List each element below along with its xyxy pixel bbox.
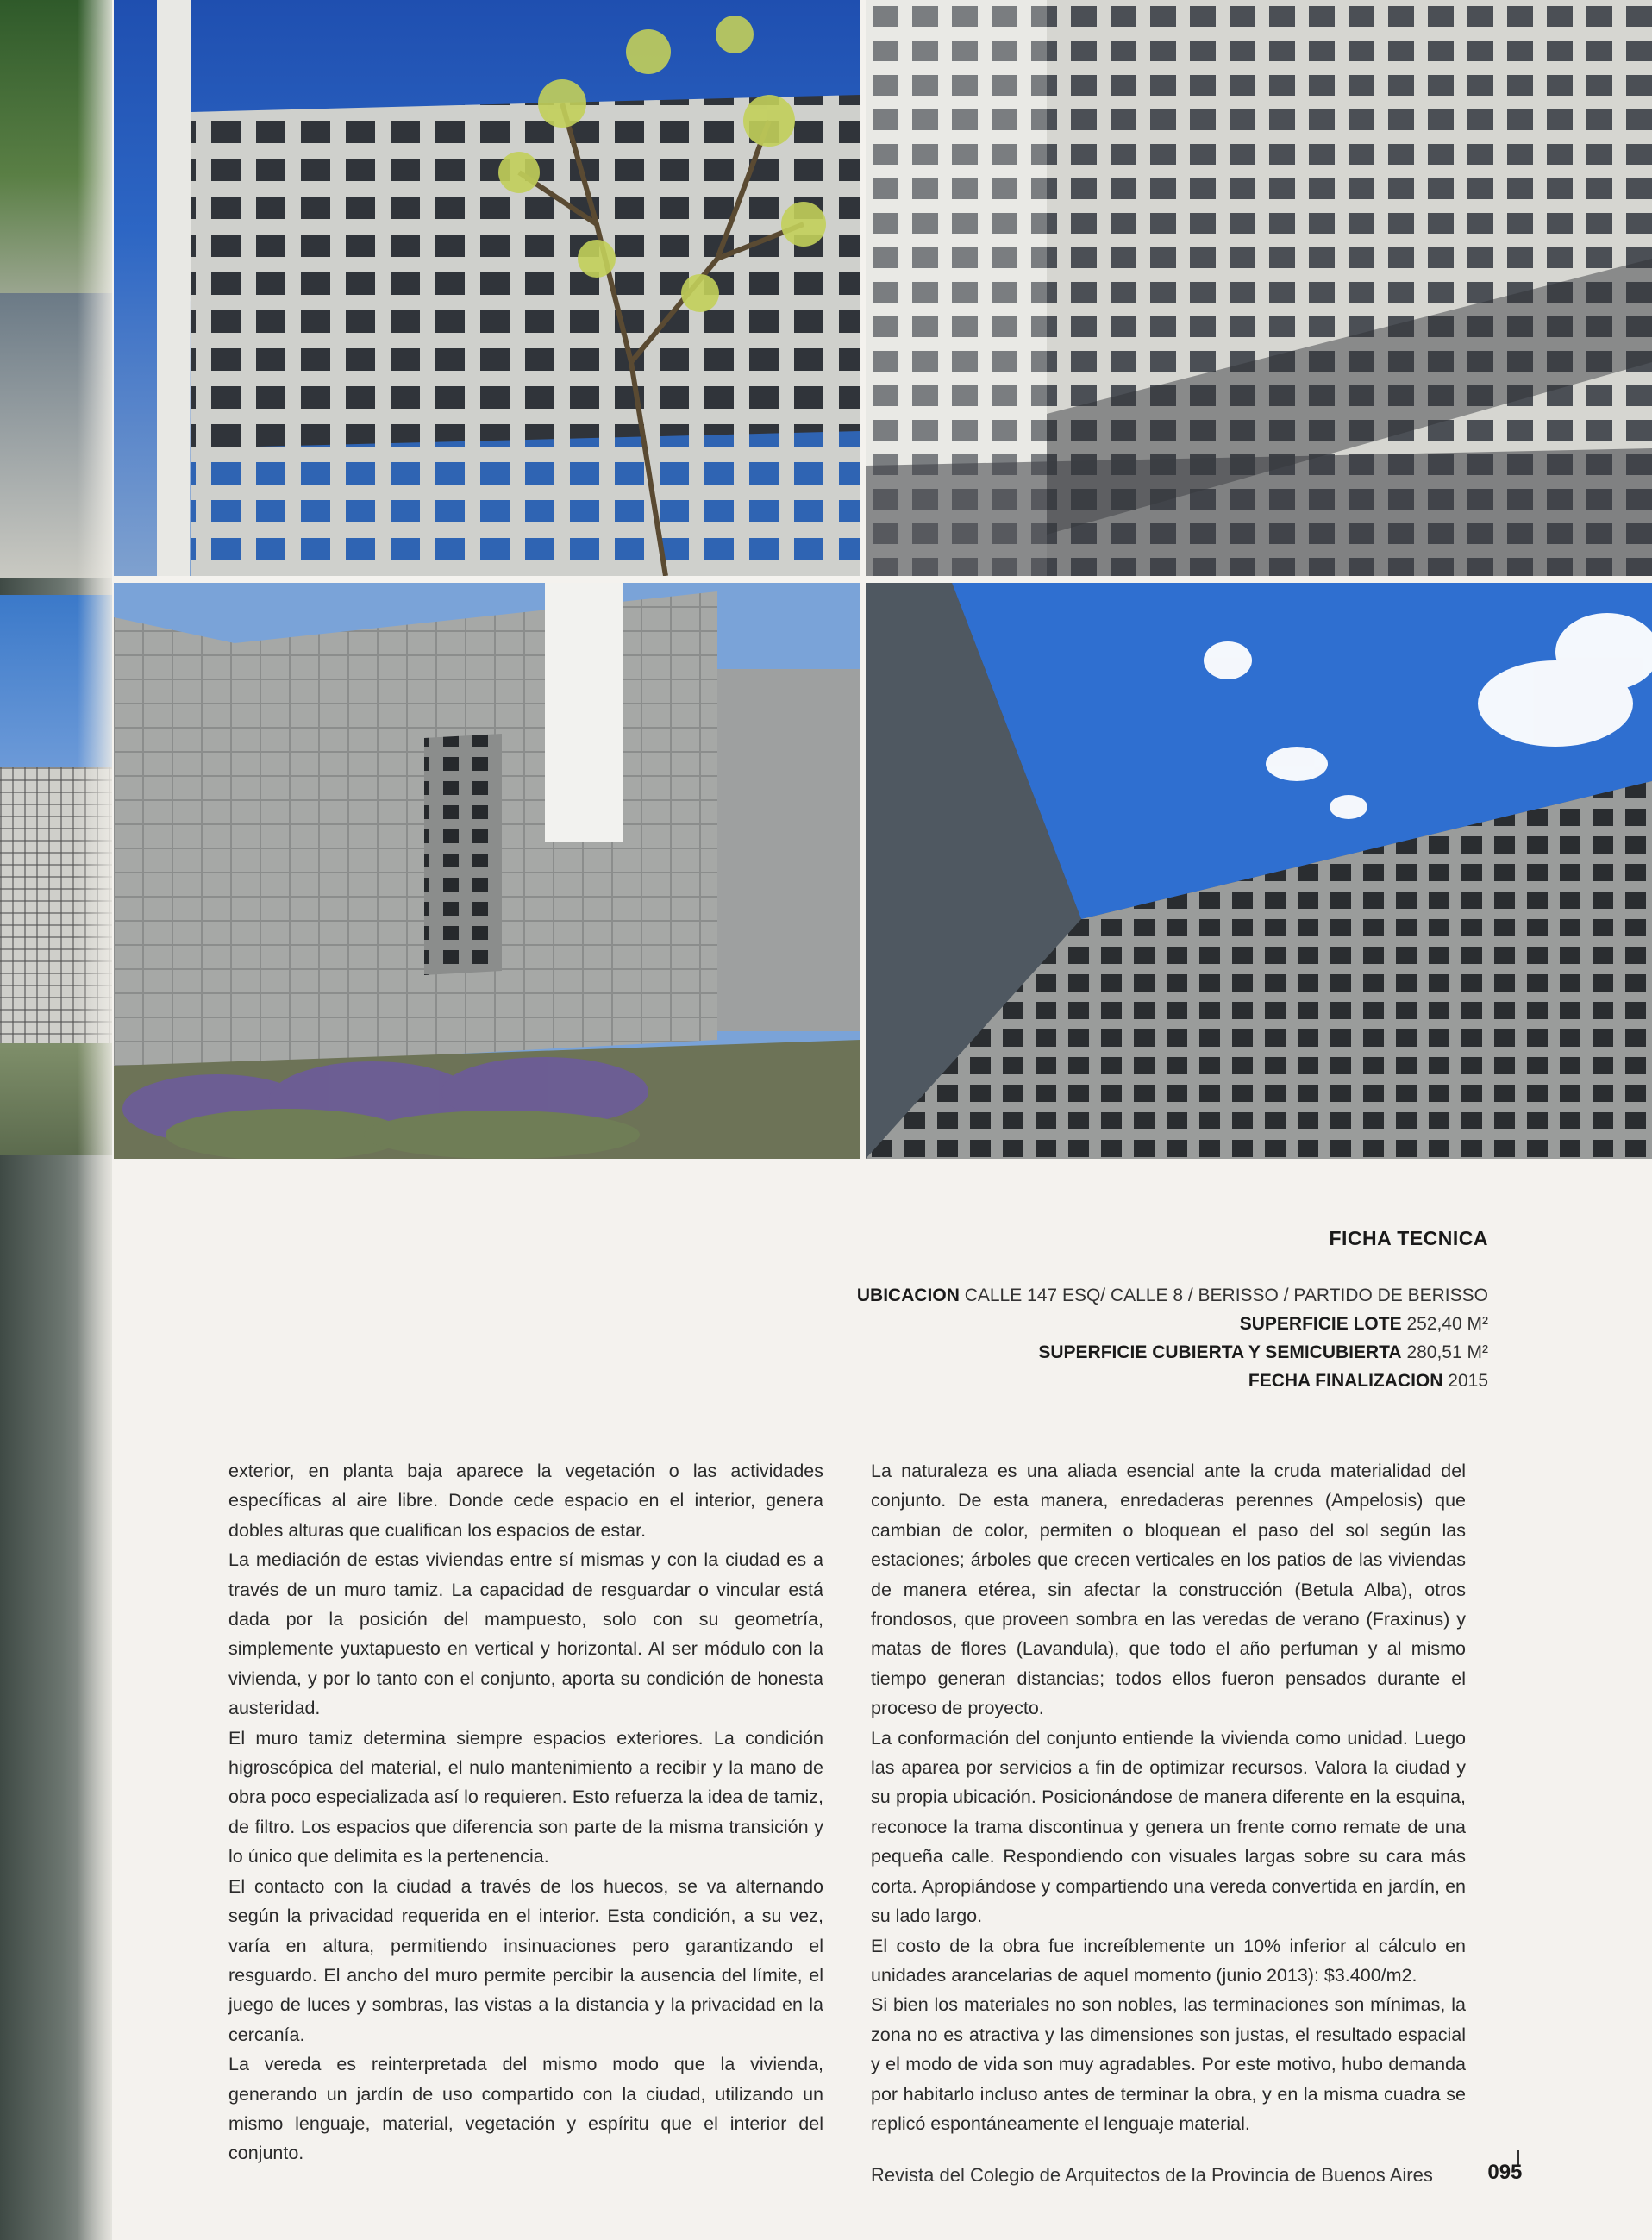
spec-superficie-lote-label: SUPERFICIE LOTE <box>1239 1314 1402 1334</box>
photo-patio-sky <box>866 583 1652 1159</box>
photo-courtyard-corner <box>866 0 1652 576</box>
paragraph: El contacto con la ciudad a través de los huecos, se va alternando según la privacidad requerida en el interior. Esta condición, a su vez, varía en altura, permitiendo insinuaciones pero garantizando el resguardo. El ancho del muro permite percibir la ausencia del límite, el juego de luces y sombras, las vistas a la distancia y la privacidad en la cercanía. <box>228 1875 823 2045</box>
photo-facade-lattice-tree-art <box>114 0 860 576</box>
spec-ubicacion-value: CALLE 147 ESQ/ CALLE 8 / BERISSO / PARTIDO DE BERISSO <box>964 1286 1488 1305</box>
page-fold-shadow <box>78 0 112 2240</box>
adjacent-page-edge <box>0 0 112 2240</box>
spec-fecha-value: 2015 <box>1448 1371 1488 1391</box>
spec-superficie-cubierta-label: SUPERFICIE CUBIERTA Y SEMICUBIERTA <box>1038 1342 1402 1362</box>
spec-superficie-cubierta <box>1038 1342 1488 1363</box>
paragraph: La naturaleza es una aliada esencial ante la cruda materialidad del conjunto. De esta manera, enredaderas perennes (Ampelosis) que cambian de color, permiten o bloquean el paso del sol según las estaciones; árboles que crecen verticales en los patios de las viviendas de manera etérea, sin afectar la construcción (Betula Alba), otros frondosos, que proveen sombra en las veredas de verano (Fraxinus) y matas de flores (Lavandula), que todo el año perfuman y al mismo tiempo generan distancias; todos ellos fueron pensados durante el proceso de proyecto. <box>871 1461 1466 1719</box>
paragraph: exterior, en planta baja aparece la vegetación o las actividades específicas al aire libre. Donde cede espacio en el interior, genera dobles alturas que cualifican los espacios de estar. <box>228 1461 823 1541</box>
paragraph: Si bien los materiales no son nobles, las terminaciones son mínimas, la zona no es atractiva y las dimensiones son justas, el resultado espacial y el modo de vida son muy agradables. Por este motivo, hubo demanda por habitarlo incluso antes de terminar la obra, y en la misma cuadra se replicó espontáneamente el lenguaje material. <box>871 1994 1466 2134</box>
body-column-right <box>871 1456 1466 2138</box>
paragraph: La mediación de estas viviendas entre sí mismas y con la ciudad es a través de un muro tamiz. La capacidad de resguardar o vincular está dada por la posición del mampuesto, solo con su geometría, simplemente yuxtapuesto en vertical y horizontal. Al ser módulo con la vivienda, y por lo tanto con el conjunto, aporta su condición de honesta austeridad. <box>228 1549 823 1719</box>
spec-ubicacion <box>857 1286 1488 1306</box>
photo-exterior-lavender-art <box>114 583 860 1159</box>
spec-ubicacion-label: UBICACION <box>856 1286 960 1305</box>
spec-fecha-finalizacion <box>1248 1371 1488 1392</box>
photo-exterior-lavender <box>114 583 860 1159</box>
paragraph: La vereda es reinterpretada del mismo modo que la vivienda, generando un jardín de uso compartido con la ciudad, utilizando un mismo lenguaje, material, vegetación y espíritu que el interior del conjunto. <box>228 2054 823 2164</box>
photo-patio-sky-art <box>866 583 1652 1159</box>
publication-footer: Revista del Colegio de Arquitectos de la Provincia de Buenos Aires <box>871 2164 1433 2186</box>
paragraph: El costo de la obra fue increíblemente un 10% inferior al cálculo en unidades arancelarias de aquel momento (junio 2013): $3.400/m2. <box>871 1935 1466 1986</box>
spec-superficie-cubierta-value: 280,51 M² <box>1406 1342 1488 1362</box>
spec-superficie-lote-value: 252,40 M² <box>1406 1314 1488 1334</box>
photo-facade-lattice-tree <box>114 0 860 576</box>
page-number: _095 <box>1476 2161 1523 2184</box>
spec-superficie-lote <box>1240 1314 1488 1335</box>
paragraph: El muro tamiz determina siempre espacios exteriores. La condición higroscópica del material, el nulo mantenimiento a recibir y la mano de obra poco especializada así lo requieren. Esto refuerza la idea de tamiz, de filtro. Los espacios que diferencia son parte de la misma transición y lo único que delimita es la pertenencia. <box>228 1727 823 1868</box>
spec-fecha-label: FECHA FINALIZACION <box>1248 1371 1443 1391</box>
paragraph: La conformación del conjunto entiende la vivienda como unidad. Luego las aparea por servicios a fin de optimizar recursos. Valora la ciudad y su propia ubicación. Posicionándose de manera diferente en la esquina, reconoce la trama discontinua y genera un frente como remate de una pequeña calle. Respondiendo con visuales largas sobre su cara más corta. Apropiándose y compartiendo una vereda convertida en jardín, en su lado largo. <box>871 1727 1466 1927</box>
photo-courtyard-corner-art <box>866 0 1652 576</box>
body-column-left <box>228 1456 823 2168</box>
ficha-tecnica-title: FICHA TECNICA <box>1329 1227 1488 1249</box>
